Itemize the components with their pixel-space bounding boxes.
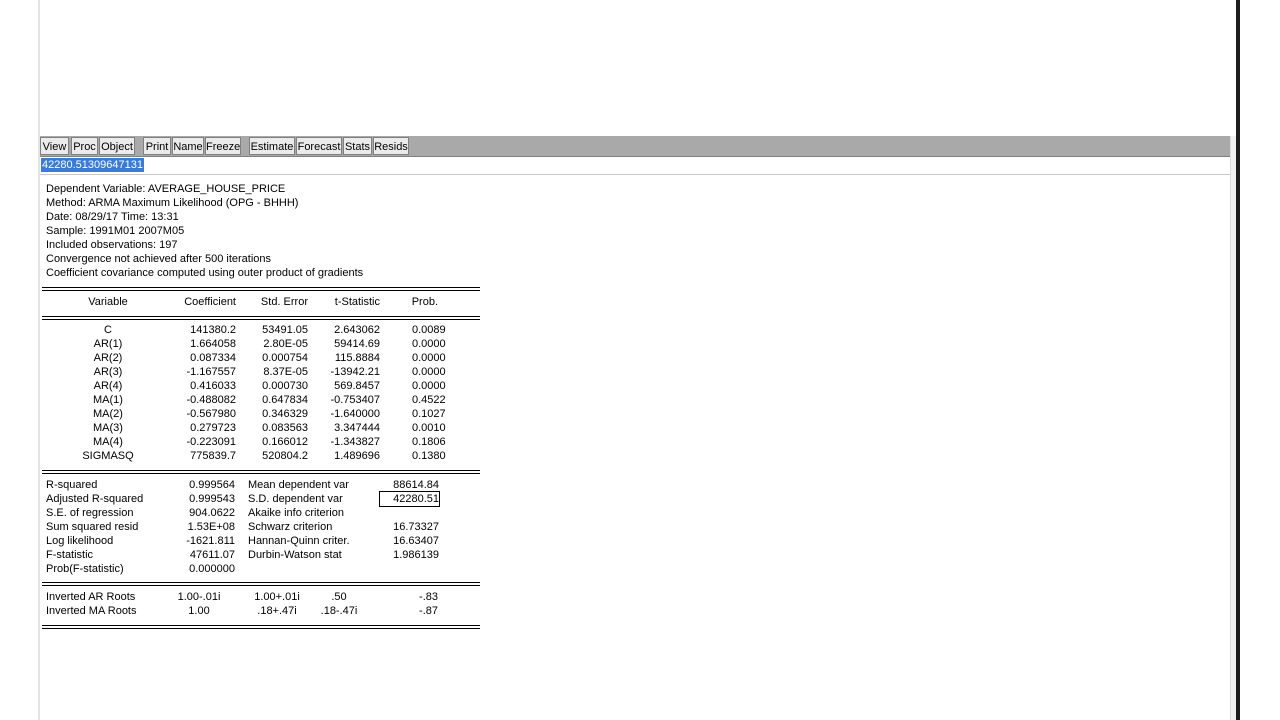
stats-button[interactable]: Stats	[343, 137, 372, 155]
header-line: Sample: 1991M01 2007M05	[46, 225, 185, 237]
object-button[interactable]: Object	[99, 137, 135, 155]
std-error-value: 53491.05	[262, 324, 308, 336]
stat-label-right: Schwarz criterion	[248, 521, 333, 533]
root-value: 1.00+.01i	[254, 591, 300, 603]
col-coefficient-header: Coefficient	[184, 296, 236, 308]
t-statistic-value: -1.343827	[330, 436, 380, 448]
header-line: Coefficient covariance computed using outer product of gradients	[46, 267, 364, 279]
prob-value: 0.0000	[412, 338, 446, 350]
col-prob-header: Prob.	[411, 296, 438, 308]
root-value: 1.00-.01i	[177, 591, 221, 603]
stat-label: R-squared	[46, 479, 98, 491]
std-error-value: 2.80E-05	[263, 338, 308, 350]
std-error-value: 0.083563	[262, 422, 308, 434]
std-error-value: 0.166012	[262, 436, 308, 448]
mean-dependent-var-underline	[390, 491, 439, 492]
variable-name: SIGMASQ	[82, 450, 134, 462]
variable-name: AR(1)	[93, 338, 123, 350]
prob-value: 0.0000	[412, 366, 446, 378]
coefficient-value: 1.664058	[190, 338, 236, 350]
print-button[interactable]: Print	[143, 137, 171, 155]
stat-label-right: S.D. dependent var	[248, 493, 343, 505]
roots-bottom-rule	[42, 625, 480, 629]
table-top-rule	[42, 287, 480, 291]
prob-value: 0.4522	[412, 394, 446, 406]
selected-cell-box[interactable]	[379, 491, 440, 507]
stat-label: Log likelihood	[46, 535, 114, 547]
std-error-value: 0.000730	[262, 380, 308, 392]
stat-value-right: 42280.51	[393, 493, 439, 505]
t-statistic-value: -13942.21	[330, 366, 380, 378]
t-statistic-value: 115.8884	[334, 352, 380, 364]
estimation-output	[40, 176, 480, 636]
stat-value-right: 16.63407	[393, 535, 439, 547]
stat-label: Sum squared resid	[46, 521, 139, 533]
prob-value: 0.1380	[412, 450, 446, 462]
col-t-statistic-header: t-Statistic	[334, 296, 380, 308]
stat-label-right: Durbin-Watson stat	[248, 549, 342, 561]
t-statistic-value: 59414.69	[334, 338, 380, 350]
stat-value-right: 1.986139	[393, 549, 439, 561]
stat-label: F-statistic	[46, 549, 94, 561]
stats-bottom-rule	[42, 582, 480, 586]
coefficient-value: 0.279723	[190, 422, 236, 434]
roots-label: Inverted MA Roots	[46, 605, 137, 617]
t-statistic-value: -0.753407	[330, 394, 380, 406]
freeze-button[interactable]: Freeze	[205, 137, 241, 155]
forecast-button[interactable]: Forecast	[296, 137, 342, 155]
col-std-error-header: Std. Error	[260, 296, 308, 308]
variable-name: MA(4)	[93, 436, 123, 448]
cell-edit-value[interactable]: 42280.51309647131	[42, 159, 143, 171]
equation-window	[40, 0, 1236, 720]
variable-name: MA(3)	[93, 422, 123, 434]
stat-value: 1.53E+08	[187, 521, 235, 533]
stat-value-right: 16.73327	[393, 521, 439, 533]
coefficient-value: -0.488082	[186, 394, 236, 406]
t-statistic-value: -1.640000	[330, 408, 380, 420]
stat-label: Adjusted R-squared	[46, 493, 144, 505]
root-value: .50	[331, 591, 347, 603]
stat-value: 0.999564	[189, 479, 235, 491]
std-error-value: 8.37E-05	[263, 366, 308, 378]
stat-value: 0.999543	[189, 493, 235, 505]
t-statistic-value: 569.8457	[334, 380, 380, 392]
col-variable-header: Variable	[88, 296, 128, 308]
coefficient-value: -1.167557	[186, 366, 236, 378]
coefficient-value: 141380.2	[190, 324, 236, 336]
prob-value: 0.1806	[412, 436, 446, 448]
stat-value: 0.000000	[189, 563, 235, 575]
prob-value: 0.0010	[412, 422, 446, 434]
stat-value: 904.0622	[189, 507, 235, 519]
prob-value: 0.0000	[412, 380, 446, 392]
stat-label: S.E. of regression	[46, 507, 134, 519]
name-button[interactable]: Name	[172, 137, 204, 155]
coefficient-value: 0.087334	[190, 352, 236, 364]
stat-label-right: Akaike info criterion	[248, 507, 344, 519]
prob-value: 0.1027	[412, 408, 446, 420]
variable-name: AR(3)	[93, 366, 123, 378]
coefficient-value: -0.223091	[186, 436, 236, 448]
coefficient-value: 775839.7	[190, 450, 236, 462]
stat-label-right: Hannan-Quinn criter.	[248, 535, 350, 547]
coef-bottom-rule	[42, 470, 480, 474]
std-error-value: 0.346329	[262, 408, 308, 420]
std-error-value: 0.647834	[262, 394, 308, 406]
stat-value: 47611.07	[189, 549, 235, 561]
header-bottom-rule	[42, 316, 480, 320]
root-value: 1.00	[188, 605, 210, 617]
t-statistic-value: 3.347444	[334, 422, 380, 434]
variable-name: AR(2)	[93, 352, 123, 364]
stat-label-right: Mean dependent var	[248, 479, 349, 491]
cell-edit-bar[interactable]	[40, 157, 1230, 175]
root-value: .18-.47i	[320, 605, 358, 617]
equation-toolbar	[40, 136, 1230, 157]
prob-value: 0.0000	[412, 352, 446, 364]
header-line: Dependent Variable: AVERAGE_HOUSE_PRICE	[46, 183, 286, 195]
root-value: .18+.47i	[257, 605, 297, 617]
root-value: -.83	[419, 591, 438, 603]
stat-value-right: 88614.84	[393, 479, 439, 491]
header-line: Method: ARMA Maximum Likelihood (OPG - BHHH)	[46, 197, 299, 209]
prob-value: 0.0089	[412, 324, 446, 336]
variable-name: AR(4)	[93, 380, 123, 392]
t-statistic-value: 1.489696	[334, 450, 380, 462]
header-line: Convergence not achieved after 500 iterations	[46, 253, 272, 265]
right-window-border	[1236, 0, 1280, 720]
roots-label: Inverted AR Roots	[46, 591, 136, 603]
std-error-value: 520804.2	[262, 450, 308, 462]
variable-name: C	[104, 324, 112, 336]
variable-name: MA(2)	[93, 408, 123, 420]
stat-label: Prob(F-statistic)	[46, 563, 124, 575]
root-value: -.87	[419, 605, 438, 617]
header-line: Included observations: 197	[46, 239, 178, 251]
variable-name: MA(1)	[93, 394, 123, 406]
proc-button[interactable]: Proc	[71, 137, 98, 155]
stat-value: -1621.811	[186, 535, 235, 547]
t-statistic-value: 2.643062	[334, 324, 380, 336]
header-line: Date: 08/29/17 Time: 13:31	[46, 211, 179, 223]
estimate-button[interactable]: Estimate	[249, 137, 295, 155]
view-button[interactable]: View	[40, 137, 69, 155]
coefficient-value: -0.567980	[186, 408, 236, 420]
coefficient-value: 0.416033	[190, 380, 236, 392]
resids-button[interactable]: Resids	[373, 137, 409, 155]
std-error-value: 0.000754	[262, 352, 308, 364]
left-window-border	[0, 0, 40, 720]
